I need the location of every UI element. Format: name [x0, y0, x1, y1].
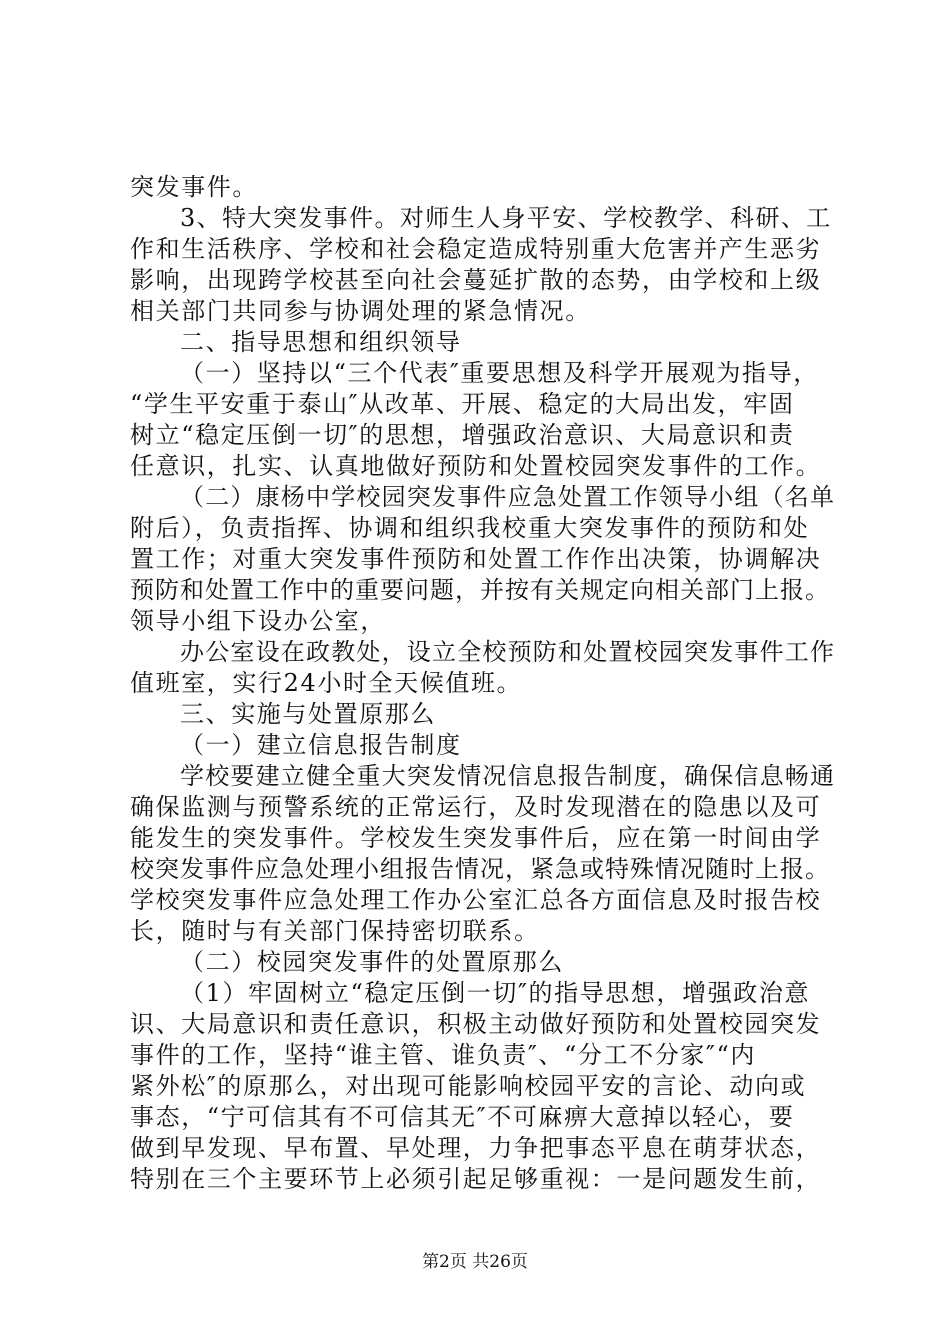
text-line: 长，随时与有关部门保持密切联系。 [130, 917, 540, 945]
text-line: 附后），负责指挥、协调和组织我校重大突发事件的预防和处 [130, 514, 810, 542]
text-line: 置工作；对重大突发事件预防和处置工作作出决策，协调解决 [130, 545, 822, 573]
text-line: 相关部门共同参与协调处理的紧急情况。 [130, 297, 591, 325]
text-line: 值班室，实行24小时全天候值班。 [130, 669, 523, 697]
text-line: 事态，“宁可信其有不可信其无″不可麻痹大意掉以轻心，要 [130, 1103, 795, 1131]
text-line: “学生平安重于泰山″从改革、开展、稳定的大局出发，牢固 [130, 390, 795, 418]
text-line: 办公室设在政教处，设立全校预防和处置校园突发事件工作 [180, 638, 836, 666]
text-line: 预防和处置工作中的重要问题，并按有关规定向相关部门上报。 [130, 576, 830, 604]
text-line: 学校突发事件应急处理工作办公室汇总各方面信息及时报告校 [130, 886, 822, 914]
page-number-footer: 第2页 共26页 [422, 1252, 528, 1272]
text-line: 学校要建立健全重大突发情况信息报告制度，确保信息畅通 [180, 762, 836, 790]
text-line: （一）坚持以“三个代表″重要思想及科学开展观为指导， [180, 359, 819, 387]
text-line: 树立“稳定压倒一切″的思想，增强政治意识、大局意识和责 [130, 421, 795, 449]
text-line: （1）牢固树立“稳定压倒一切″的指导思想，增强政治意 [180, 979, 811, 1007]
text-line: 作和生活秩序、学校和社会稳定造成特别重大危害并产生恶劣 [130, 235, 822, 263]
text-line: 做到早发现、早布置、早处理，力争把事态平息在萌芽状态， [130, 1134, 822, 1162]
text-line: 领导小组下设办公室， [130, 607, 386, 635]
text-line: 紧外松″的原那么，对出现可能影响校园平安的言论、动向或 [130, 1072, 807, 1100]
section-heading: 二、指导思想和组织领导 [180, 328, 462, 356]
text-line: 校突发事件应急处理小组报告情况，紧急或特殊情况随时上报。 [130, 855, 830, 883]
text-line: 事件的工作，坚持“谁主管、谁负责″、“分工不分家″“内 [130, 1041, 756, 1069]
subsection-heading: （二）校园突发事件的处置原那么 [180, 948, 564, 976]
section-heading: 三、实施与处置原那么 [180, 700, 436, 728]
subsection-heading: （一）建立信息报告制度 [180, 731, 462, 759]
text-line: 确保监测与预警系统的正常运行，及时发现潜在的隐患以及可 [130, 793, 822, 821]
text-line: 3、特大突发事件。对师生人身平安、学校教学、科研、工 [180, 204, 832, 232]
text-line: 特别在三个主要环节上必须引起足够重视：一是问题发生前， [130, 1165, 822, 1193]
text-line: 突发事件。 [130, 173, 258, 201]
text-line: 任意识，扎实、认真地做好预防和处置校园突发事件的工作。 [130, 452, 822, 480]
text-line: 影响，出现跨学校甚至向社会蔓延扩散的态势，由学校和上级 [130, 266, 822, 294]
text-line: 识、大局意识和责任意识，积极主动做好预防和处置校园突发 [130, 1010, 822, 1038]
text-line: （二）康杨中学校园突发事件应急处置工作领导小组（名单 [180, 483, 836, 511]
text-line: 能发生的突发事件。学校发生突发事件后，应在第一时间由学 [130, 824, 822, 852]
